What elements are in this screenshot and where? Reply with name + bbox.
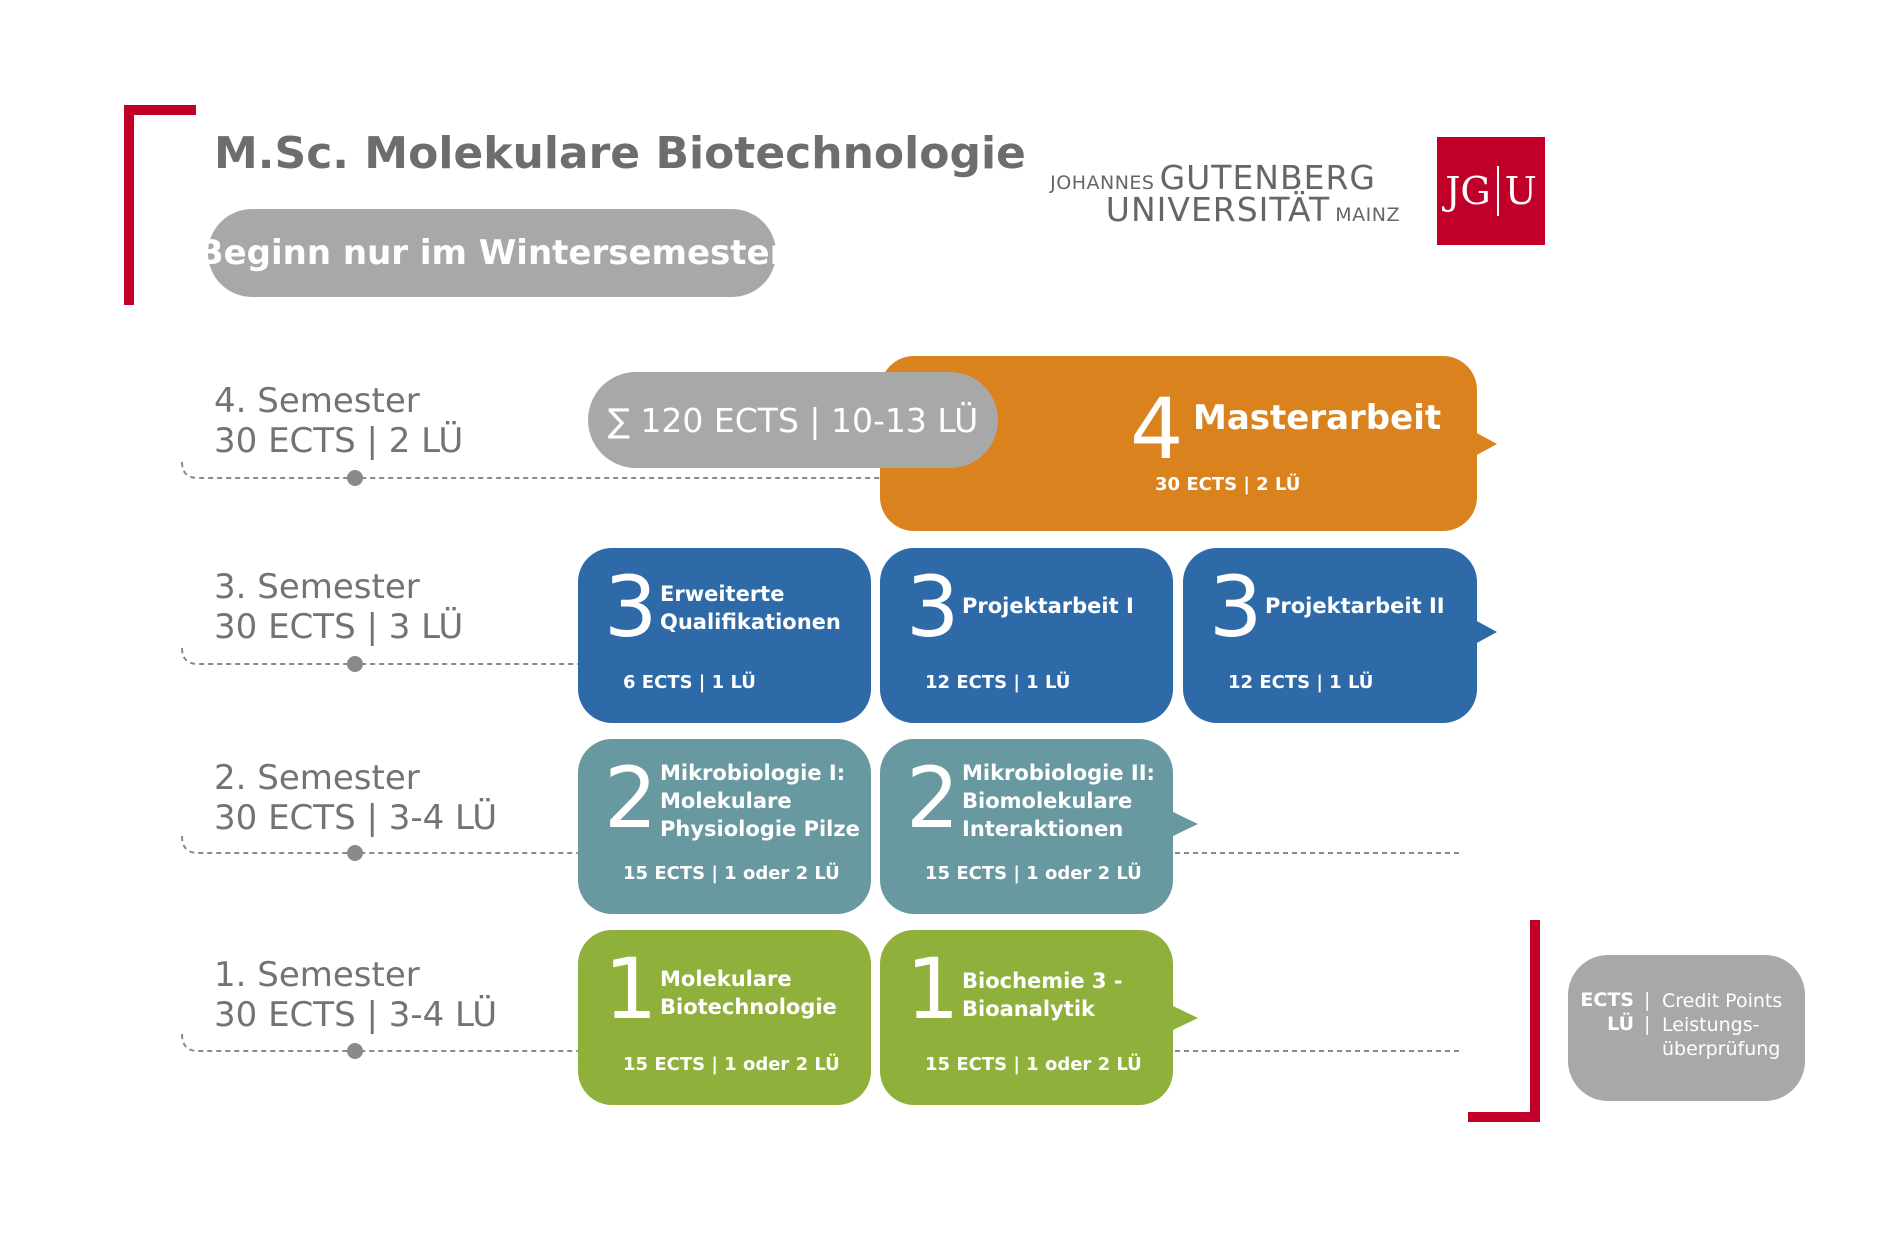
module-credits: 15 ECTS | 1 oder 2 LÜ (925, 1054, 1142, 1075)
module-semester-number: 3 (604, 558, 658, 656)
module-credits: 12 ECTS | 1 LÜ (1228, 672, 1374, 693)
legend-box (1568, 955, 1805, 1101)
module-biochemie-3[interactable] (880, 930, 1173, 1105)
module-title: Mikrobiologie II: Biomolekulare Interaktionen (962, 761, 1155, 841)
module-credits: 15 ECTS | 1 oder 2 LÜ (925, 863, 1142, 884)
timeline-line-3 (182, 648, 580, 664)
module-erweiterte-qualifikationen[interactable] (578, 548, 871, 723)
pointer-semester1 (1173, 1006, 1198, 1030)
module-title: Projektarbeit II (1265, 594, 1445, 618)
module-credits: 12 ECTS | 1 LÜ (925, 672, 1071, 693)
timeline-dot-3 (347, 656, 363, 672)
pointer-semester3 (1475, 620, 1497, 644)
page-title: M.Sc. Molekulare Biotechnologie (214, 128, 1026, 179)
semester-label-4 (214, 381, 463, 461)
module-credits: 15 ECTS | 1 oder 2 LÜ (623, 863, 840, 884)
legend-value-lu: Leistungs- überprüfung (1662, 1014, 1781, 1060)
wordmark-universitaet: UNIVERSITÄT (1105, 190, 1331, 229)
semester-label-1 (214, 955, 497, 1035)
module-semester-number: 1 (604, 940, 658, 1038)
semester-credits: 30 ECTS | 2 LÜ (214, 421, 464, 461)
module-credits: 15 ECTS | 1 oder 2 LÜ (623, 1054, 840, 1075)
module-credits: 30 ECTS | 2 LÜ (1155, 474, 1301, 495)
module-projektarbeit-2[interactable] (1183, 548, 1477, 723)
semester-title: 4. Semester (214, 381, 420, 421)
semester-title: 3. Semester (214, 567, 420, 607)
module-semester-number: 3 (906, 558, 960, 656)
start-note-text: Beginn nur im Wintersemester (197, 233, 787, 273)
wordmark-johannes: JOHANNES (1050, 172, 1155, 194)
module-title: Projektarbeit I (962, 594, 1134, 618)
module-semester-number: 3 (1209, 558, 1263, 656)
legend-key-lu: LÜ (1607, 1013, 1634, 1035)
module-credits: 6 ECTS | 1 LÜ (623, 672, 756, 693)
semester-title: 2. Semester (214, 758, 420, 798)
logo-mark-right: U (1504, 169, 1537, 213)
timeline-dot-2 (347, 845, 363, 861)
semester-credits: 30 ECTS | 3-4 LÜ (214, 798, 498, 838)
timeline-dot-4 (347, 470, 363, 486)
module-projektarbeit-1[interactable] (880, 548, 1173, 723)
semester-label-3 (214, 567, 463, 647)
semester-credits: 30 ECTS | 3-4 LÜ (214, 995, 498, 1035)
module-title: Erweiterte Qualifikationen (660, 582, 841, 634)
module-semester-number: 1 (906, 940, 960, 1038)
total-ects-text: ∑ 120 ECTS | 10-13 LÜ (607, 400, 979, 440)
legend-value-ects: Credit Points (1662, 990, 1783, 1012)
module-title: Mikrobiologie I: Molekulare Physiologie Pilze (660, 761, 860, 841)
module-mikrobiologie-1[interactable] (578, 739, 871, 914)
module-title: Masterarbeit (1193, 398, 1442, 438)
module-mikrobiologie-2[interactable] (880, 739, 1173, 914)
pointer-masterarbeit (1475, 432, 1497, 456)
pointer-semester2 (1173, 812, 1198, 836)
logo-mark-left: JG (1445, 169, 1491, 213)
wordmark-mainz: MAINZ (1335, 204, 1400, 226)
legend-separator: | (1644, 1013, 1651, 1035)
legend-separator: | (1644, 989, 1651, 1011)
module-semester-number: 2 (604, 749, 658, 847)
legend-key-ects: ECTS (1580, 989, 1634, 1011)
timeline-dot-1 (347, 1043, 363, 1059)
module-title: Biochemie 3 - Bioanalytik (962, 969, 1123, 1021)
module-semester-number: 4 (1130, 380, 1184, 478)
semester-credits: 30 ECTS | 3 LÜ (214, 607, 464, 647)
module-title: Molekulare Biotechnologie (660, 967, 837, 1019)
semester-title: 1. Semester (214, 955, 420, 995)
semester-label-2 (214, 758, 497, 838)
total-ects-badge (588, 372, 998, 468)
module-molekulare-biotechnologie[interactable] (578, 930, 871, 1105)
wordmark-gutenberg: GUTENBERG (1159, 158, 1376, 197)
module-semester-number: 2 (906, 749, 960, 847)
